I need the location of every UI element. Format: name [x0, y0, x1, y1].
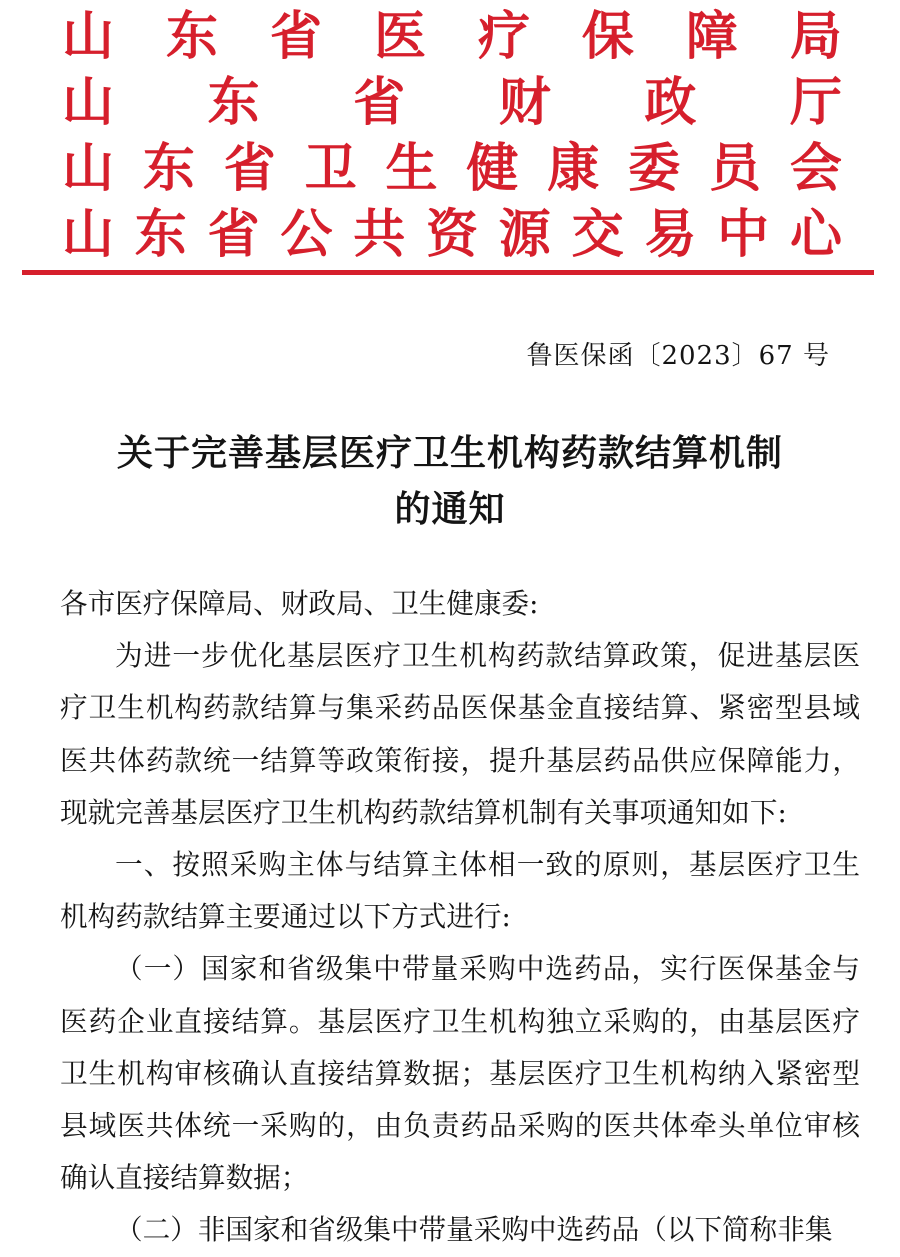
issuer-character: 卫: [304, 139, 357, 199]
issuer-character: 省: [269, 7, 322, 67]
issuer-character: 山: [62, 73, 115, 133]
issuer-character: 心: [789, 205, 842, 265]
issuer-line: [62, 136, 842, 202]
issuer-character: 东: [134, 205, 187, 265]
document-title-line-2: 的通知: [394, 488, 506, 530]
issuer-character: 厅: [789, 73, 842, 133]
issuing-authorities-header: [62, 4, 842, 268]
salutation: 各市医疗保障局、财政局、卫生健康委:: [60, 587, 539, 620]
issuer-character: 会: [789, 139, 842, 199]
issuer-character: 局: [789, 7, 842, 67]
issuer-character: 员: [709, 139, 762, 199]
issuer-character: 易: [644, 205, 697, 265]
red-divider-rule: [22, 270, 874, 275]
issuer-character: 省: [223, 139, 276, 199]
issuer-line: [62, 202, 842, 268]
document-body: [60, 578, 860, 1257]
issuer-character: 共: [353, 205, 406, 265]
issuer-character: 源: [498, 205, 551, 265]
document-title-line-1: 关于完善基层医疗卫生机构药款结算机制: [116, 432, 783, 474]
issuer-line: [62, 4, 842, 70]
issuer-character: 财: [498, 73, 551, 133]
issuer-character: 山: [62, 205, 115, 265]
issuer-character: 交: [571, 205, 624, 265]
body-paragraph: 为进一步优化基层医疗卫生机构药款结算政策，促进基层医疗卫生机构药款结算与集采药品医保基金直接结算、紧密型县域医共体药款统一结算等政策衔接，提升基层药品供应保障能力，现就完善基层医疗卫生机构药款结算机制有关事项通知如下:: [60, 639, 860, 829]
issuer-character: 山: [62, 7, 115, 67]
issuer-character: 健: [466, 139, 519, 199]
issuer-character: 省: [207, 205, 260, 265]
body-paragraph: （一）国家和省级集中带量采购中选药品，实行医保基金与医药企业直接结算。基层医疗卫生机构独立采购的，由基层医疗卫生机构审核确认直接结算数据；基层医疗卫生机构纳入紧密型县域医共体统一采购的，由负责药品采购的医共体牵头单位审核确认直接结算数据；: [60, 952, 860, 1195]
issuer-character: 生: [385, 139, 438, 199]
body-paragraph: 一、按照采购主体与结算主体相一致的原则，基层医疗卫生机构药款结算主要通过以下方式进行:: [60, 848, 860, 934]
issuer-character: 政: [644, 73, 697, 133]
issuer-character: 保: [581, 7, 634, 67]
issuer-character: 疗: [477, 7, 530, 67]
issuer-character: 障: [685, 7, 738, 67]
document-number: 鲁医保函〔2023〕67 号: [526, 341, 830, 371]
issuer-character: 中: [717, 205, 770, 265]
body-paragraph: （二）非国家和省级集中带量采购中选药品（以下简称非集: [115, 1213, 833, 1247]
issuer-character: 公: [280, 205, 333, 265]
issuer-character: 东: [142, 139, 195, 199]
issuer-character: 医: [373, 7, 426, 67]
issuer-character: 资: [425, 205, 478, 265]
issuer-character: 委: [628, 139, 681, 199]
issuer-character: 康: [547, 139, 600, 199]
issuer-character: 东: [207, 73, 260, 133]
issuer-character: 省: [353, 73, 406, 133]
issuer-character: 山: [62, 139, 115, 199]
issuer-character: 东: [165, 7, 218, 67]
issuer-line: [62, 70, 842, 136]
